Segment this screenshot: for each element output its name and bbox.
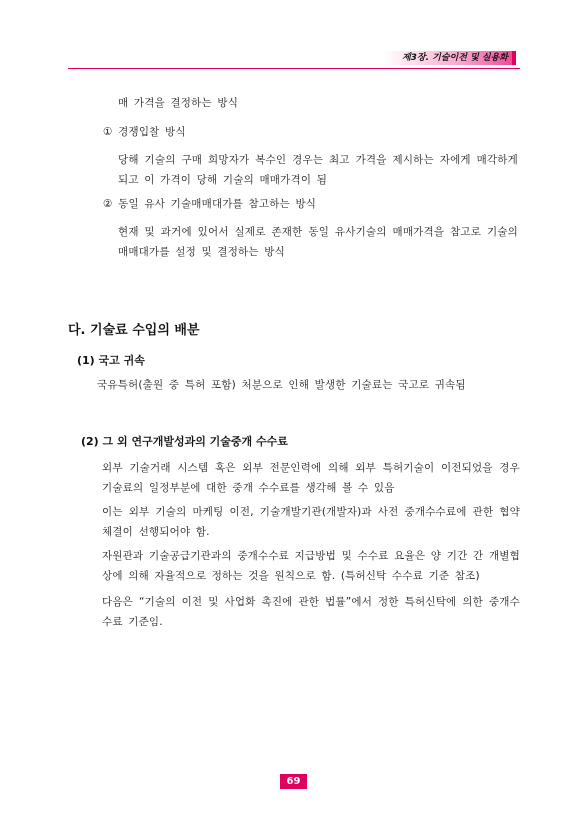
method-1-label: ① 경쟁입찰 방식 (103, 126, 186, 138)
section-title: 다. 기술료 수입의 배분 (68, 323, 200, 338)
page-number: 69 (280, 774, 307, 789)
intro-line: 매 가격을 결정하는 방식 (118, 97, 239, 109)
subsection-2-title: (2) 그 외 연구개발성과의 기술중개 수수료 (81, 435, 288, 448)
subsection-2-paragraph: 자원관과 기술공급기관과의 중개수수료 지급방법 및 수수료 요율은 양 기간 간 개별협상에 의해 자율적으로 정하는 것을 원칙으로 함. (특허신탁 수수료 기준 참조) (102, 550, 520, 582)
subsection-2-paragraph: 다음은 “기술의 이전 및 사업화 촉진에 관한 법률”에서 정한 특허신탁에 의한 중개수수료 기준임. (102, 596, 520, 628)
method-1-description: 당해 기술의 구매 희망자가 복수인 경우는 최고 가격을 제시하는 자에게 매각하게 되고 이 가격이 당해 기술의 매매가격이 됨 (118, 154, 518, 186)
method-2-label: ② 동일 유사 기술매매대가를 참고하는 방식 (103, 198, 317, 210)
subsection-1-title: (1) 국고 귀속 (77, 354, 145, 367)
subsection-1-body: 국유특허(출원 중 특허 포함) 처분으로 인해 발생한 기술료는 국고로 귀속됨 (97, 379, 466, 391)
header-divider (68, 68, 520, 69)
subsection-2-paragraph: 이는 외부 기술의 마케팅 이전, 기술개발기관(개발자)과 사전 중개수수료에 관한 협약 체결이 선행되어야 함. (102, 506, 520, 538)
chapter-header: 제3장. 기술이전 및 실용화 (384, 51, 516, 65)
method-2-description: 현재 및 과거에 있어서 실제로 존재한 동일 유사기술의 매매가격을 참고로 기술의 매매대가를 설정 및 결정하는 방식 (118, 226, 518, 258)
subsection-2-paragraph: 외부 기술거래 시스템 혹은 외부 전문인력에 의해 외부 특허기술이 이전되었을 경우 기술료의 일정부분에 대한 중개 수수료를 생각해 볼 수 있음 (102, 462, 520, 494)
